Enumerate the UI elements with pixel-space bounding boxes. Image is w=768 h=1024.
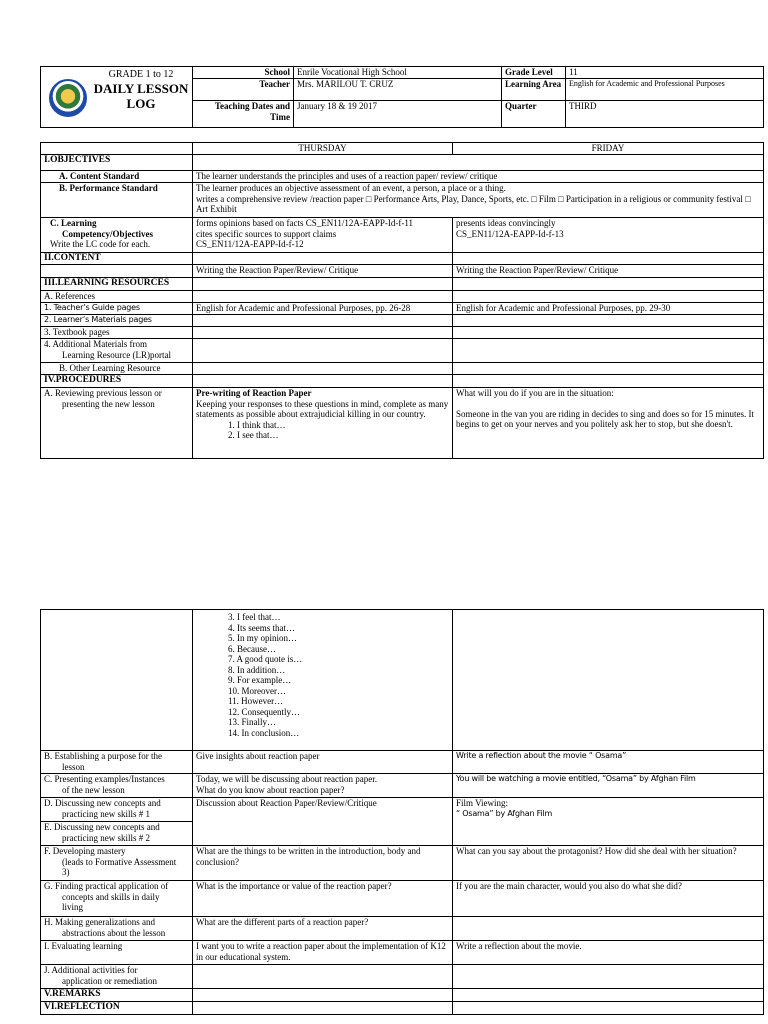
content-heading: II.CONTENT <box>41 253 193 265</box>
content-standard-label: A. Content Standard <box>41 171 193 183</box>
proc-d-thursday: Discussion about Reaction Paper/Review/Critique <box>193 798 453 846</box>
list-item: 12. Consequently… <box>228 706 300 717</box>
textbook-label: 3. Textbook pages <box>41 327 193 339</box>
performance-standard-label: B. Performance Standard <box>41 183 193 218</box>
proc-f-label <box>41 846 193 881</box>
proc-d-label-line-2: practicing new skills # 1 <box>62 808 150 819</box>
reflection-heading: VI.REFLECTION <box>41 1002 193 1015</box>
teachers-guide-thursday: English for Academic and Professional Purposes, pp. 26-28 <box>193 303 453 315</box>
competency-fri-line-1: presents ideas convincingly <box>456 218 556 228</box>
header-logo-cell <box>41 67 193 128</box>
dates-label: Teaching Dates and Time <box>193 101 294 128</box>
proc-d-friday <box>453 798 764 846</box>
header-table <box>40 66 764 128</box>
proc-f-label-line-2: (leads to Formative Assessment <box>62 856 177 867</box>
proc-h-label-line-2: abstractions about the lesson <box>62 927 166 938</box>
grade-line: GRADE 1 to 12 <box>108 69 174 80</box>
proc-j-label-line-2: application or remediation <box>62 975 157 986</box>
proc-c-label <box>41 774 193 798</box>
learning-resources-heading: III.LEARNING RESOURCES <box>41 278 193 291</box>
content-standard-value: The learner understands the principles and uses of a reaction paper/ review/ critique <box>193 171 764 183</box>
lesson-table-page2 <box>40 609 764 1015</box>
proc-a-thu-body: Keeping your responses to these questions in mind, complete as many statements as possible about extrajudicial killing in our country. <box>196 398 449 419</box>
list-item: 14. In conclusion… <box>228 727 300 738</box>
grade-level-label: Grade Level <box>502 67 566 79</box>
proc-c-thu-line-1: Today, we will be discussing about reaction paper. <box>196 774 377 784</box>
proc-j-label-line-1: J. Additional activities for <box>44 965 138 975</box>
proc-d-label <box>41 798 193 822</box>
proc-g-friday: If you are the main character, would you also do what she did? <box>453 881 764 917</box>
proc-b-label <box>41 751 193 774</box>
competency-thursday <box>193 218 453 253</box>
proc-a-thursday <box>193 388 453 459</box>
proc-c-label-line-2: of the new lesson <box>62 784 125 795</box>
additional-materials-label <box>41 339 193 363</box>
competency-thu-line-1: forms opinions based on facts CS_EN11/12A-EAPP-Id-f-11 <box>196 218 414 228</box>
list-item: 8. In addition… <box>228 664 286 675</box>
proc-a-label-line-1: A. Reviewing previous lesson or <box>44 388 162 398</box>
proc-a-thu-item-1: 1. I think that… <box>228 419 286 430</box>
proc-b-label-line-1: B. Establishing a purpose for the <box>44 751 162 761</box>
list-item: 9. For example… <box>228 675 292 685</box>
content-friday: Writing the Reaction Paper/Review/ Critique <box>453 265 764 278</box>
school-value: Enrile Vocational High School <box>294 67 502 79</box>
proc-c-thu-line-2: What do you know about reaction paper? <box>196 784 345 795</box>
learners-materials-label: 2. Learner’s Materials pages <box>41 315 193 327</box>
competency-friday <box>453 218 764 253</box>
proc-e-label-line-2: practicing new skills # 2 <box>62 832 150 843</box>
list-item: 11. However… <box>228 696 284 706</box>
references-label: A. References <box>41 291 193 303</box>
competency-label-1: C. Learning <box>50 218 97 228</box>
performance-standard-line-2: writes a comprehensive review /reaction paper □ Performance Arts, Play, Dance, Sports, etc. □ Film □ Participation in a religious or community festival □ Art Exhibit <box>196 193 751 214</box>
teacher-label: Teacher <box>193 79 294 101</box>
remarks-heading: V.REMARKS <box>41 989 193 1002</box>
proc-c-label-line-1: C. Presenting examples/Instances <box>44 774 165 784</box>
proc-a-thu-item-2: 2. I see that… <box>228 430 279 440</box>
header-title <box>89 69 193 111</box>
quarter-value: THIRD <box>566 101 764 128</box>
competency-label-3: Write the LC code for each. <box>50 239 151 249</box>
proc-d-fri-line-1: Film Viewing: <box>456 798 509 808</box>
day-thursday: THURSDAY <box>193 143 453 155</box>
performance-standard-line-1: The learner produces an objective assessment of an event, a person, a place or a thing. <box>196 183 506 193</box>
teachers-guide-label: 1. Teacher’s Guide pages <box>41 303 193 315</box>
proc-g-label-line-1: G. Finding practical application of <box>44 881 169 891</box>
proc-f-label-line-1: F. Developing mastery <box>44 846 126 856</box>
proc-a-fri-line-1: What will you do if you are in the situation: <box>456 388 614 398</box>
proc-a-label-line-2: presenting the new lesson <box>62 398 155 409</box>
teacher-value: Mrs. MARILOU T. CRUZ <box>294 79 502 101</box>
additional-materials-line-2: Learning Resource (LR)portal <box>62 349 171 360</box>
title-line-1: DAILY LESSON <box>93 81 189 96</box>
list-item: 5. In my opinion… <box>228 633 297 643</box>
proc-g-label-line-2: concepts and skills in daily <box>62 891 160 902</box>
list-item: 4. Its seems that… <box>228 622 295 633</box>
school-label: School <box>193 67 294 79</box>
competency-thu-line-2: cites specific sources to support claims <box>196 228 337 239</box>
proc-i-thursday: I want you to write a reaction paper about the implementation of K12 in our educational system. <box>193 941 453 965</box>
procedures-heading: IV.PROCEDURES <box>41 375 193 388</box>
competency-thu-line-3: CS_EN11/12A-EAPP-Id-f-12 <box>196 239 304 249</box>
objectives-heading: I.OBJECTIVES <box>41 155 193 171</box>
proc-h-label <box>41 917 193 941</box>
proc-b-label-line-2: lesson <box>62 761 85 772</box>
proc-c-friday: You will be watching a movie entitled, “Osama” by Afghan Film <box>453 774 764 798</box>
proc-a-fri-line-2: Someone in the van you are riding in decides to sing and does so for 15 minutes. It begins to get on your nerves and you politely ask her to stop, but she doesn't. <box>456 408 754 429</box>
learning-area-value: English for Academic and Professional Purposes <box>566 79 764 101</box>
proc-f-friday: What can you say about the protagonist? How did she deal with her situation? <box>453 846 764 881</box>
proc-b-friday: Write a reflection about the movie “ Osama” <box>453 751 764 774</box>
proc-h-label-line-1: H. Making generalizations and <box>44 917 155 927</box>
proc-g-label <box>41 881 193 917</box>
proc-f-thursday: What are the things to be written in the introduction, body and conclusion? <box>193 846 453 881</box>
deped-seal-icon <box>49 79 87 117</box>
proc-h-thursday: What are the different parts of a reaction paper? <box>193 917 453 941</box>
additional-materials-line-1: 4. Additional Materials from <box>44 339 147 349</box>
proc-e-label <box>41 822 193 846</box>
list-item: 13. Finally… <box>228 717 277 727</box>
proc-a-thu-title: Pre-writing of Reaction Paper <box>196 388 312 398</box>
list-item: 3. I feel that… <box>228 612 281 622</box>
content-thursday: Writing the Reaction Paper/Review/ Critique <box>193 265 453 278</box>
competency-label <box>41 218 193 253</box>
proc-a-friday <box>453 388 764 459</box>
grade-level-value: 11 <box>566 67 764 79</box>
title-line-2: LOG <box>126 96 156 111</box>
proc-f-label-line-3: 3) <box>62 867 70 877</box>
proc-a-label <box>41 388 193 459</box>
proc-g-thursday: What is the importance or value of the reaction paper? <box>193 881 453 917</box>
day-friday: FRIDAY <box>453 143 764 155</box>
competency-label-2: Competency/Objectives <box>62 228 153 239</box>
list-item: 10. Moreover… <box>228 685 286 696</box>
quarter-label: Quarter <box>502 101 566 128</box>
other-resource-label: B. Other Learning Resource <box>41 363 193 375</box>
lesson-table-page1 <box>40 142 764 459</box>
list-item: 6. Because… <box>228 643 276 654</box>
teachers-guide-friday: English for Academic and Professional Purposes, pp. 29-30 <box>453 303 764 315</box>
proc-j-label <box>41 965 193 989</box>
proc-c-thursday <box>193 774 453 798</box>
competency-fri-line-2: CS_EN11/12A-EAPP-Id-f-13 <box>456 228 564 239</box>
dates-value: January 18 & 19 2017 <box>294 101 502 128</box>
proc-i-label: I. Evaluating learning <box>41 941 193 965</box>
proc-d-label-line-1: D. Discussing new concepts and <box>44 798 161 808</box>
proc-e-label-line-1: E. Discussing new concepts and <box>44 822 160 832</box>
proc-d-fri-line-2: “ Osama” by Afghan Film <box>456 808 553 818</box>
learning-area-label: Learning Area <box>502 79 566 101</box>
proc-g-label-line-3: living <box>62 902 84 912</box>
proc-i-friday: Write a reflection about the movie. <box>453 941 764 965</box>
performance-standard-value <box>193 183 764 218</box>
proc-b-thursday: Give insights about reaction paper <box>193 751 453 774</box>
sentence-starters-list <box>193 610 453 751</box>
list-item: 7. A good quote is… <box>228 654 303 664</box>
